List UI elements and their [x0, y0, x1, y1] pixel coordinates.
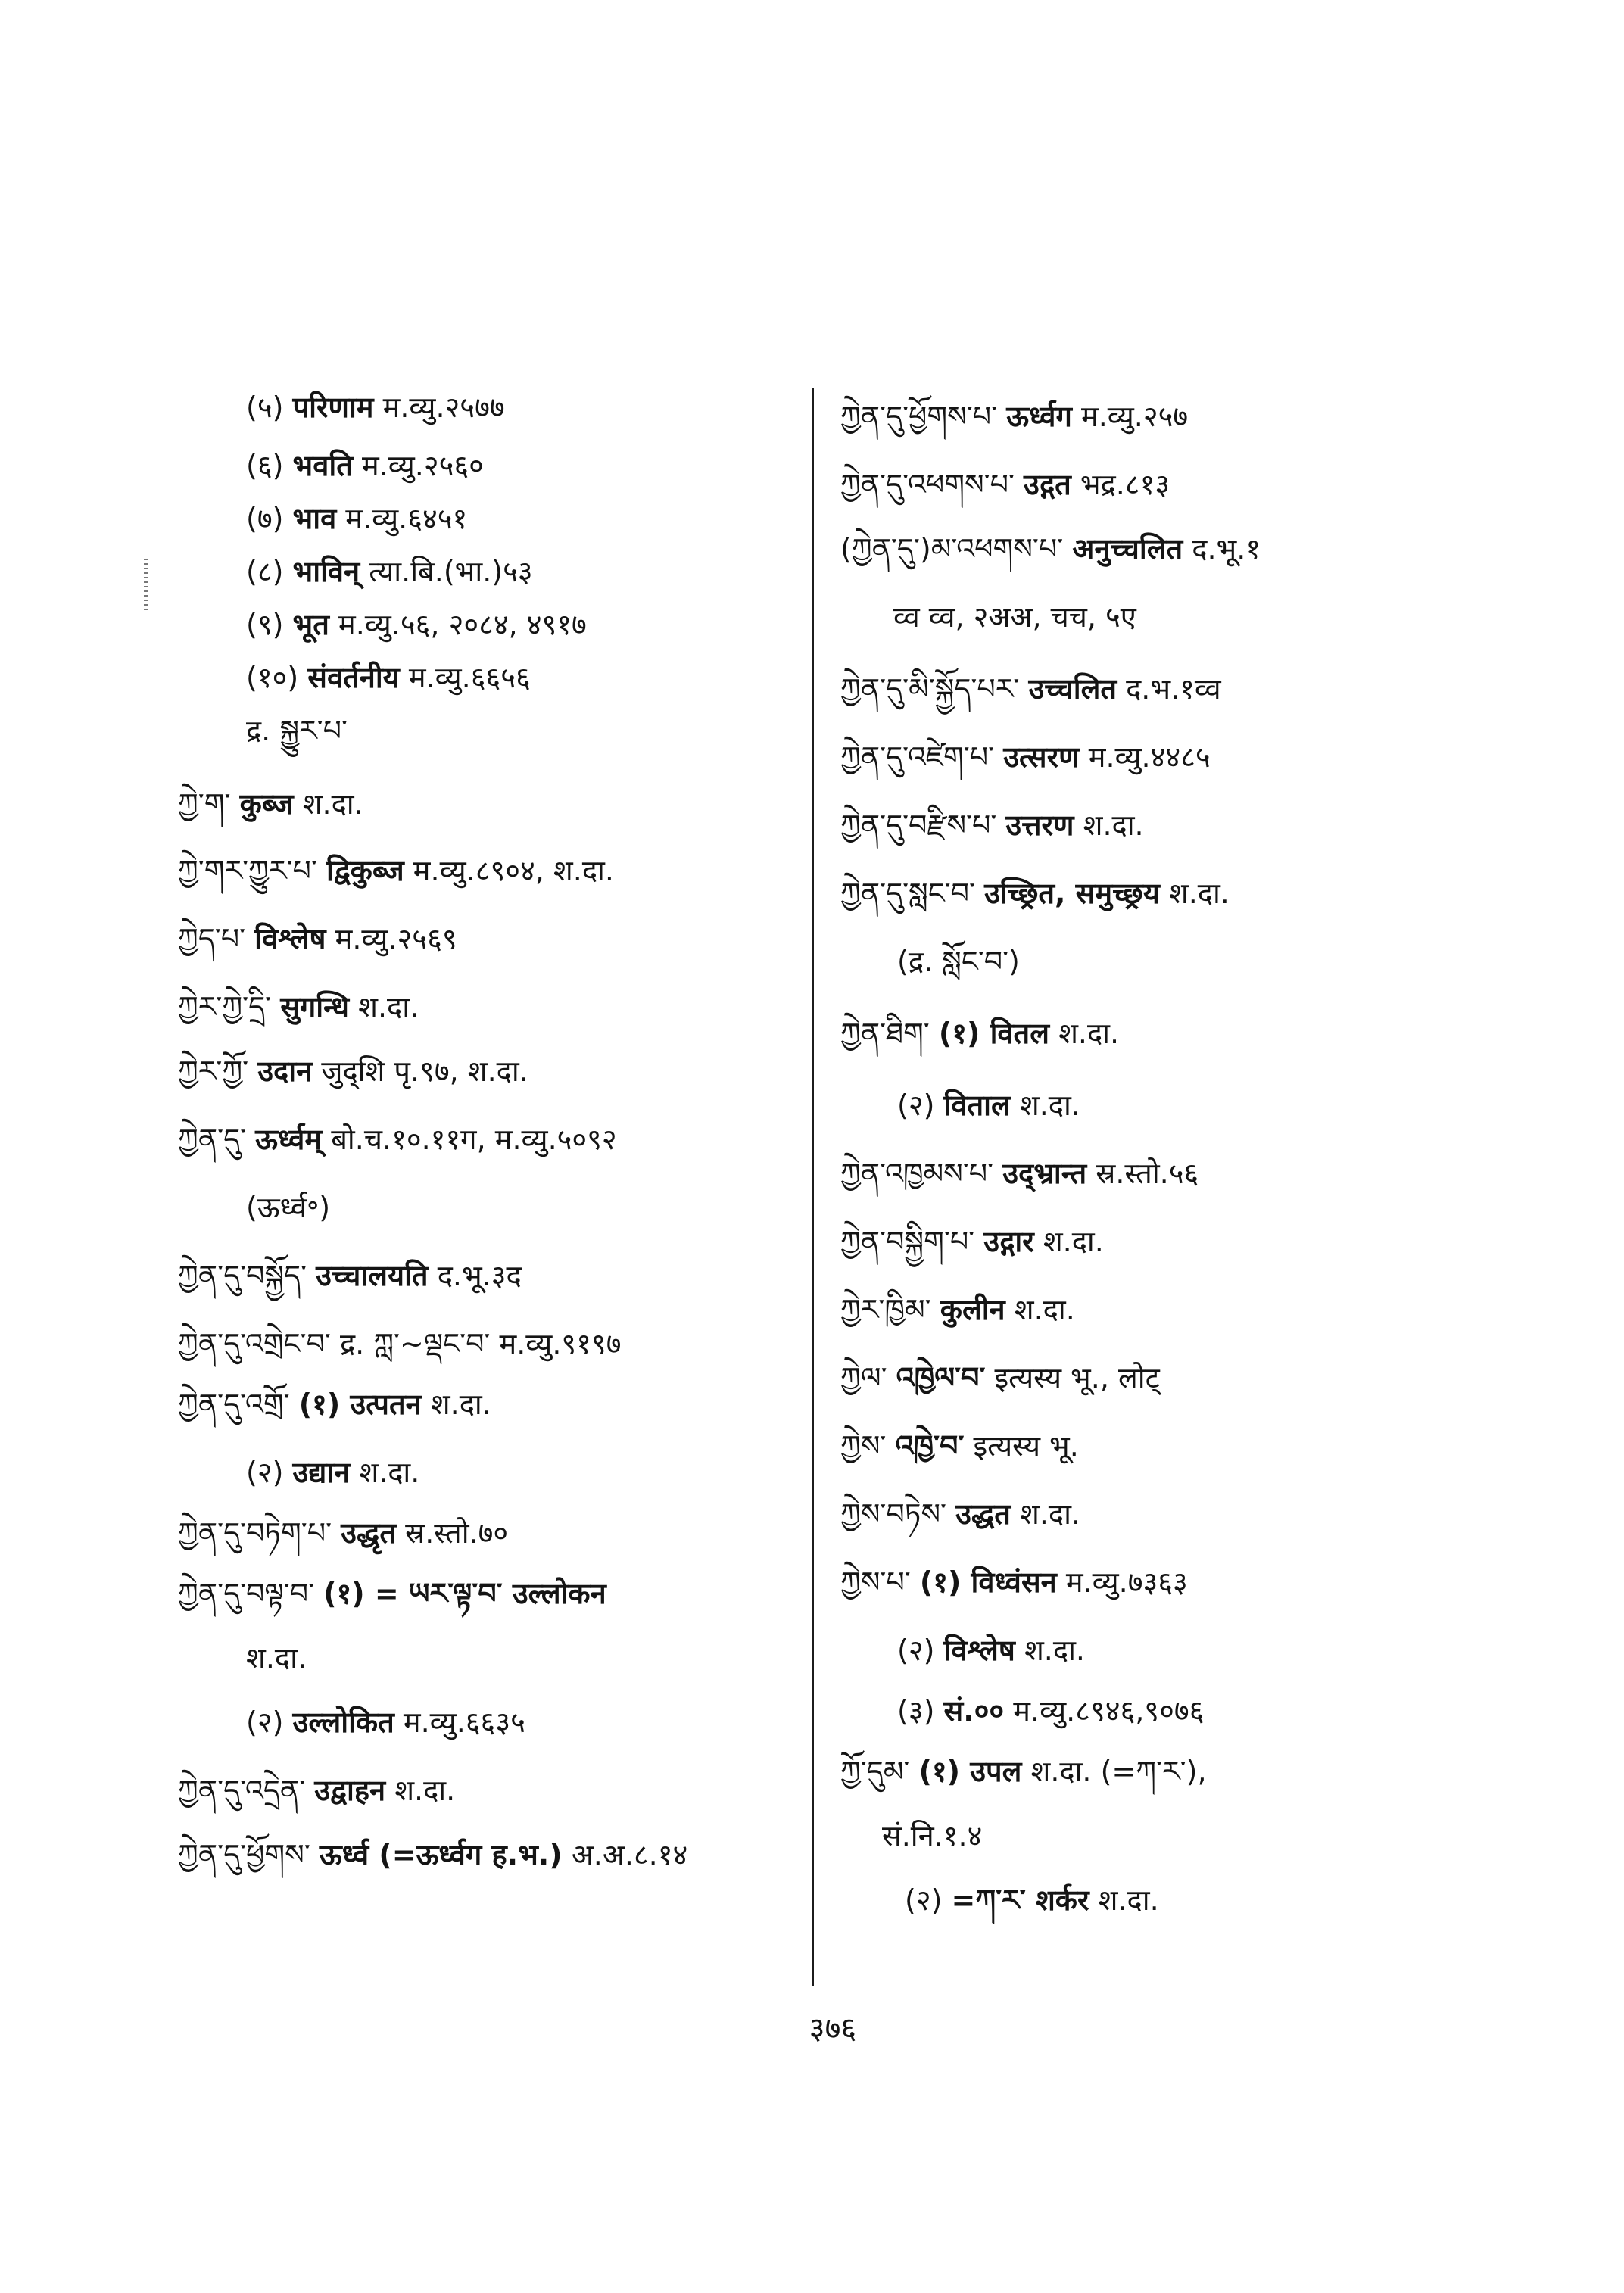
entry-reference: द्र. ཀླ་~ལྡང་བ་ म.व्यु.९१९७ — [339, 1327, 622, 1360]
entry-term: (१०) — [246, 661, 299, 694]
entry-term: ཀྱེན་འཁྱམས་པ་ — [840, 1157, 994, 1190]
entry-term: ཀྱེན་དུ་ཕྱོགས་པ་ — [840, 400, 998, 433]
entry-gloss: འཁྱེ་བ་ — [895, 1429, 965, 1463]
entry-gloss: उद्भ्रान्त — [1002, 1157, 1087, 1190]
entry-gloss: उच्चलित — [1028, 672, 1117, 706]
dictionary-entry — [178, 1510, 508, 1556]
entry-term: ཀྱེན་དུ་ — [178, 1123, 247, 1156]
entry-reference: श.दा. (=ཀ་ར་), — [1030, 1755, 1207, 1788]
dictionary-entry — [246, 602, 587, 647]
column-divider — [812, 388, 814, 1986]
entry-reference: इत्यस्य भू., लोट् — [994, 1361, 1160, 1394]
entry-term: (८) — [246, 555, 284, 588]
dictionary-entry — [840, 1423, 1079, 1469]
entry-term: ཀྱེལ་ — [840, 1361, 887, 1394]
dictionary-entry — [246, 443, 484, 488]
entry-gloss: उल्लोकित — [292, 1706, 394, 1739]
entry-reference: स्र.स्तो.७० — [405, 1516, 509, 1550]
dictionary-entry — [897, 939, 1020, 984]
entry-gloss: =ཀ་ར་ शर्कर — [951, 1883, 1089, 1917]
entry-reference: म.व्यु.६४५१ — [345, 502, 468, 535]
entry-term: (२) — [897, 1634, 935, 1667]
entry-reference: म.व्यु.५६, २०८४, ४९१७ — [338, 608, 587, 641]
dictionary-entry — [178, 1117, 617, 1162]
dictionary-entry — [897, 1628, 1085, 1673]
entry-gloss: उद्गत — [1024, 468, 1071, 501]
entry-reference: द.भू.१ — [1192, 532, 1261, 565]
entry-reference: श.दा. — [1058, 1017, 1120, 1050]
dictionary-entry — [246, 1185, 330, 1230]
entry-reference: श.दा. — [1024, 1634, 1085, 1667]
entry-gloss: अनुच्चलित — [1072, 532, 1183, 565]
entry-reference: म.व्यु.८९४६,९०७६ — [1013, 1694, 1205, 1728]
entry-reference: द.भू.३द — [437, 1259, 522, 1292]
entry-reference: म.व्यु.२५६० — [361, 449, 484, 482]
margin-mark — [144, 559, 148, 613]
entry-gloss: उद्धत — [955, 1497, 1011, 1531]
entry-term: (६) — [246, 449, 284, 482]
entry-gloss: उच्छ्रित, समुच्छ्रय — [984, 877, 1160, 910]
entry-term: ཀྱེར་ཀྱེ་དྲི་ — [178, 990, 272, 1023]
entry-gloss: उत्सरण — [1003, 740, 1080, 774]
dictionary-entry — [905, 1877, 1159, 1923]
entry-term: (५) — [246, 391, 284, 424]
entry-reference: सं.नि.१.४ — [882, 1819, 983, 1852]
entry-gloss: ऊर्ध्वम् — [255, 1123, 323, 1156]
entry-term: ཀྱེན་དུ་འགྲེང་བ་ — [178, 1327, 331, 1360]
entry-term: (२) — [246, 1706, 284, 1739]
entry-gloss: उद्धृत — [341, 1516, 397, 1550]
dictionary-entry — [178, 1832, 687, 1877]
dictionary-entry — [178, 916, 457, 961]
page-number: ३७६ — [809, 2011, 857, 2046]
dictionary-entry — [178, 984, 419, 1030]
entry-reference: बो.च.१०.११ग, म.व्यु.५०९२ — [331, 1123, 617, 1156]
entry-reference: श.दा. — [394, 1774, 456, 1807]
entry-gloss: सं.०० — [943, 1694, 1005, 1728]
dictionary-entry — [840, 1219, 1104, 1264]
dictionary-entry — [178, 1048, 528, 1094]
dictionary-entry — [246, 1450, 419, 1495]
entry-term: ཀྱེར་ཁྱིམ་ — [840, 1293, 931, 1326]
dictionary-entry — [246, 655, 531, 700]
entry-term: (७) — [246, 502, 284, 535]
entry-reference: जुद्शि पृ.९७, श.दा. — [321, 1055, 528, 1088]
dictionary-entry — [246, 385, 505, 430]
entry-term: ཀྱེས་བཏེས་ — [840, 1497, 946, 1531]
dictionary-entry — [840, 1491, 1080, 1537]
entry-gloss: भाविन् — [292, 555, 360, 588]
entry-reference: म.व्यु.६६५६ — [408, 661, 531, 694]
dictionary-entry — [840, 394, 1188, 439]
entry-gloss: भाव — [292, 502, 337, 535]
entry-term: ཀྱེན་དུ་འདྲེན་ — [178, 1774, 306, 1807]
entry-gloss: (१) विध्वंसन — [919, 1566, 1057, 1599]
entry-term: (२) — [897, 1089, 935, 1122]
entry-reference: श.दा. — [246, 1641, 307, 1675]
entry-gloss: उत्तरण — [1005, 808, 1074, 842]
dictionary-entry — [840, 1749, 1207, 1794]
entry-reference: श.दा. — [1020, 1497, 1081, 1531]
entry-reference: म.व्यु.२५६९ — [335, 922, 457, 955]
entry-term: ཀྱེན་དུ་མི་སྐྱོད་པར་ — [840, 672, 1020, 706]
entry-gloss: (१) वितल — [938, 1017, 1049, 1050]
entry-term: ཀྱེན་ཐིག་ — [840, 1017, 930, 1050]
dictionary-entry — [840, 1287, 1075, 1332]
entry-gloss: उद्वाहन — [314, 1774, 386, 1807]
dictionary-entry — [840, 1559, 1188, 1605]
dictionary-entry — [840, 1011, 1119, 1056]
entry-gloss: ऊर्ध्व (=ऊर्ध्वग ह.भ.) — [319, 1838, 563, 1871]
entry-reference: श.दा. — [1083, 808, 1144, 842]
entry-term: (२) — [905, 1883, 943, 1917]
dictionary-entry — [840, 1355, 1160, 1400]
entry-term: ཀྱེན་དུ་སླང་བ་ — [840, 877, 975, 910]
entry-gloss: ऊर्ध्वग — [1006, 400, 1072, 433]
dictionary-entry — [897, 1688, 1204, 1734]
entry-gloss: विताल — [943, 1089, 1011, 1122]
entry-reference: श.दा. — [430, 1388, 491, 1421]
entry-gloss: विश्लेष — [943, 1634, 1015, 1667]
entry-gloss: कुब्ज — [239, 787, 294, 821]
entry-reference: श.दा. — [1019, 1089, 1080, 1122]
entry-term: (२) — [246, 1456, 284, 1489]
dictionary-entry — [246, 549, 533, 594]
entry-reference: སྐྱུར་པ་ — [279, 714, 348, 747]
entry-gloss: उच्चालयति — [316, 1259, 429, 1292]
dictionary-entry — [178, 781, 363, 827]
entry-term: ཀྱེན་བསྐྱིག་པ་ — [840, 1225, 975, 1258]
entry-reference: अ.अ.८.१४ — [571, 1838, 688, 1871]
entry-reference: द.भ.१व्व — [1126, 672, 1221, 706]
dictionary-entry — [246, 496, 467, 541]
entry-gloss: द्विकुब्ज — [326, 854, 404, 887]
entry-term: ཀྱེན་དུ་འཛེག་པ་ — [840, 740, 995, 774]
entry-gloss: कुलीन — [940, 1293, 1005, 1326]
entry-term: ཀྱེ་གར་ཀྱུར་པ་ — [178, 854, 317, 887]
dictionary-entry — [840, 871, 1230, 916]
entry-reference: श.दा. — [359, 1456, 420, 1489]
entry-gloss: संवर्तनीय — [307, 661, 400, 694]
entry-term: ཀྱེན་དུ་བསྐྱོད་ — [178, 1259, 307, 1292]
dictionary-entry — [178, 1382, 491, 1427]
entry-term: ཀྱེད་པ་ — [178, 922, 246, 955]
dictionary-entry — [178, 1253, 522, 1298]
entry-reference: श.दा. — [1098, 1883, 1159, 1917]
entry-gloss: उद्यान — [292, 1456, 351, 1489]
entry-reference: (द्र. སློང་བ་) — [897, 945, 1020, 978]
entry-gloss: उद्गार — [983, 1225, 1034, 1258]
entry-reference: इत्यस्य भू. — [973, 1429, 1079, 1463]
dictionary-entry — [882, 1813, 982, 1858]
entry-gloss: सुगन्धि — [280, 990, 350, 1023]
entry-gloss: (१) उत्पतन — [298, 1388, 422, 1421]
entry-term: ཀྱེ་ག་ — [178, 787, 231, 821]
entry-gloss: भवति — [292, 449, 353, 482]
entry-reference: श.दा. — [358, 990, 419, 1023]
entry-gloss: (१) = ཡར་ལྟ་བ་ उल्लोकन — [323, 1577, 606, 1610]
entry-reference: म.व्यु.२५७७ — [382, 391, 505, 424]
entry-reference: म.व्यु.६६३५ — [403, 1706, 525, 1739]
entry-term: ཀྱེས་པ་ — [840, 1566, 911, 1599]
dictionary-entry — [897, 1083, 1080, 1128]
entry-gloss: उदान — [257, 1055, 313, 1088]
dictionary-entry — [246, 708, 348, 753]
entry-reference: म.व्यु.७३६३ — [1065, 1566, 1188, 1599]
dictionary-entry — [840, 526, 1261, 572]
entry-term: ཀྱེས་ — [840, 1429, 887, 1463]
entry-term: ཀྱེན་དུ་བརྫིས་པ་ — [840, 808, 997, 842]
dictionary-entry — [178, 1571, 606, 1616]
entry-reference: भद्र.८१३ — [1080, 468, 1170, 501]
entry-term: ཀྱེན་དུ་འགྲོ་ — [178, 1388, 290, 1421]
dictionary-entry — [840, 666, 1221, 712]
entry-reference: स्र.स्तो.५६ — [1096, 1157, 1199, 1190]
entry-gloss: (१) उपल — [918, 1755, 1022, 1788]
entry-term: ཀྱེན་དུ་བལྟ་བ་ — [178, 1577, 315, 1610]
dictionary-entry — [246, 1635, 307, 1681]
entry-term: ཀྱེར་ཀྱོ་ — [178, 1055, 249, 1088]
entry-term: ཀྱོ་དུམ་ — [840, 1755, 910, 1788]
entry-reference: श.दा. — [1168, 877, 1230, 910]
dictionary-entry — [178, 848, 614, 893]
entry-reference: त्या.बि.(भा.)५३ — [369, 555, 533, 588]
entry-term: ཀྱེན་དུ་བཏེག་པ་ — [178, 1516, 332, 1550]
dictionary-entry — [178, 1768, 455, 1813]
dictionary-entry — [840, 462, 1170, 507]
dictionary-entry — [840, 802, 1144, 848]
entry-reference: (ऊर्ध्व॰) — [246, 1191, 331, 1224]
entry-reference: म.व्यु.८९०४, श.दा. — [413, 854, 614, 887]
dictionary-entry — [840, 734, 1211, 780]
entry-term: (९) — [246, 608, 284, 641]
entry-term: (३) — [897, 1694, 935, 1728]
entry-term: द्र. — [246, 714, 271, 747]
entry-term: ཀྱེན་དུ་ཕྱོགས་ — [178, 1838, 310, 1871]
entry-reference: श.दा. — [1043, 1225, 1104, 1258]
entry-term: (ཀྱེན་དུ་)མ་འཕགས་པ་ — [840, 532, 1064, 565]
entry-reference: म.व्यु.२५७ — [1080, 400, 1189, 433]
entry-gloss: འཁྱེལ་བ་ — [896, 1361, 986, 1394]
entry-reference: व्व व्व, २अअ, चच, ५ए — [893, 600, 1136, 634]
entry-gloss: परिणाम — [292, 391, 374, 424]
dictionary-entry — [178, 1321, 621, 1366]
entry-reference: श.दा. — [1014, 1293, 1075, 1326]
entry-gloss: भूत — [292, 608, 329, 641]
dictionary-entry — [893, 594, 1136, 640]
entry-reference: श.दा. — [302, 787, 363, 821]
dictionary-entry — [840, 1151, 1199, 1196]
entry-reference: म.व्यु.४४८५ — [1088, 740, 1211, 774]
entry-gloss: विश्लेष — [254, 922, 326, 955]
entry-term: ཀྱེན་དུ་འཕགས་པ་ — [840, 468, 1015, 501]
dictionary-entry — [246, 1699, 525, 1745]
